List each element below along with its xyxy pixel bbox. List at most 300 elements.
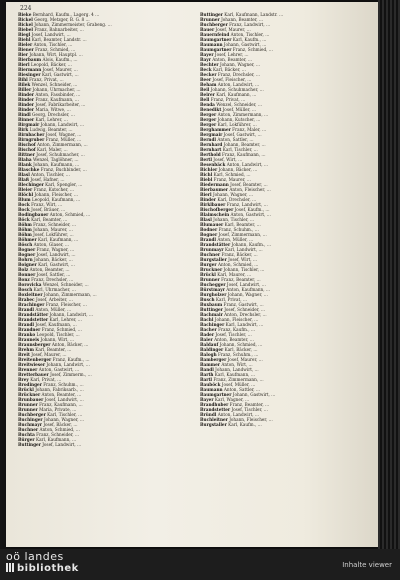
library-logo[interactable]	[6, 551, 79, 575]
entry-surname: Bogner	[200, 232, 218, 237]
entry-details: Franz, Schmied, …	[35, 47, 76, 52]
entry-details: Josef, Maurer, …	[31, 352, 67, 357]
entry-details: Anton, Zimmermann, …	[217, 112, 269, 117]
entry-details: Karl, Gastwirt, …	[41, 72, 79, 77]
entry-surname: Brenner	[18, 367, 38, 372]
entry-surname: Bierl	[200, 192, 212, 197]
entry-surname: Buttinger	[200, 307, 223, 312]
entry-surname: Brandl	[200, 237, 217, 242]
entry-surname: Böhm	[18, 227, 32, 232]
entry-details: Karl, Kaufm., …	[232, 37, 267, 42]
entry-details: Maria, Private, …	[39, 407, 77, 412]
entry-details: Franz, Maler, …	[232, 127, 267, 132]
entry-details: Anton, Schmied, …	[49, 212, 91, 217]
entry-details: Anton, Tischler, …	[230, 32, 270, 37]
entry-details: Johann, Landwirt, …	[215, 367, 259, 372]
entry-surname: Branko	[18, 332, 36, 337]
entry-surname: Buchinger	[18, 417, 43, 422]
entry-details: Franz, Landwirt, …	[229, 22, 271, 27]
entry-details: Josef, Schuhmacher, …	[36, 152, 85, 157]
entry-surname: Blank	[18, 162, 32, 167]
entry-details: Franz, Schneider, …	[36, 432, 80, 437]
entry-details: Anton, Gastwirt, …	[38, 367, 80, 372]
entry-details: Anton, Schmied, …	[39, 427, 80, 432]
entry-details: Johann, Gastwirt, …	[223, 42, 267, 47]
entry-details: Anton, Tischler, …	[33, 42, 73, 47]
entry-surname: Bell	[200, 97, 210, 102]
entry-details: Anton, Sattler, …	[217, 137, 254, 142]
entry-surname: Biermann	[18, 67, 42, 72]
entry-surname: Boigner	[18, 262, 37, 267]
entry-surname: Bründl	[200, 412, 217, 417]
entry-surname: Bechter	[200, 62, 219, 67]
entry-surname: Bleier	[18, 187, 33, 192]
entry-details: Johann, Zimmermeister, Grabeng. …	[34, 22, 112, 27]
entry-details: Leopold, Bäcker, …	[30, 62, 72, 67]
entry-details: Franz, Bäcker, …	[221, 252, 258, 257]
entry-surname: Baumgartner	[200, 47, 232, 52]
entry-surname: Breitwieser	[18, 362, 46, 367]
entry-surname: Birnbacher	[18, 132, 45, 137]
entry-details: Franz, Privat, …	[210, 97, 246, 102]
entry-details: Franz, Wagner, …	[36, 247, 75, 252]
entry-details: Anton, Landwirt, …	[217, 412, 260, 417]
entry-surname: Bichler	[200, 167, 218, 172]
entry-surname: Brandner	[18, 327, 41, 332]
entry-surname: Bayr	[200, 57, 211, 62]
entry-surname: Bierl	[18, 62, 30, 67]
entry-details: Josef, Bäcker, …	[43, 422, 78, 427]
entry-details: Anton, Beamter, …	[212, 57, 253, 62]
entry-surname: Baumgartner	[200, 37, 232, 42]
entry-surname: Burger	[200, 262, 217, 267]
entry-surname: Bader	[200, 332, 215, 337]
entry-surname: Bartl	[200, 377, 212, 382]
entry-details: Karl, Privat, …	[215, 297, 248, 302]
entry-surname: Bock	[18, 202, 30, 207]
entry-surname: Busch	[200, 297, 215, 302]
entry-surname: Baumann	[200, 387, 223, 392]
entry-surname: Brandhuber	[200, 402, 229, 407]
entry-details: Josef, Hafner, …	[30, 177, 65, 182]
entry-details: Bernhard, Kaufm., Lagerg. 4 …	[32, 12, 100, 17]
entry-surname: Burgstaller	[200, 422, 227, 427]
entry-surname: Bergmair	[200, 132, 223, 137]
entry-details: Karl, Maler, …	[37, 147, 68, 152]
entry-details: Johann, Wagner, …	[43, 417, 85, 422]
entry-surname: Benda	[200, 102, 215, 107]
entry-surname: Bürstmayr	[200, 287, 225, 292]
entry-details: Josef, Fabrikarbeiter, …	[35, 102, 86, 107]
entry-surname: Bürger	[18, 437, 35, 442]
entry-surname: Bickel	[18, 22, 33, 27]
entry-surname: Bierbaumer	[200, 187, 228, 192]
entry-surname: Birklbauer	[200, 202, 226, 207]
entry-surname: Brunner	[18, 407, 38, 412]
entry-surname: Buchmayr	[18, 422, 42, 427]
entry-details: Josef, Beamter, …	[230, 182, 268, 187]
entry-details: Karl, Tischler, …	[47, 412, 83, 417]
entry-details: Johann, Fleischer, …	[229, 417, 273, 422]
entry-details: Karl, Privat, …	[30, 377, 62, 382]
directory-entry	[200, 422, 378, 427]
entry-details: Karl, Kaufmann, …	[38, 237, 79, 242]
entry-details: Karl, Landwirt, …	[225, 322, 264, 327]
entry-surname: Brunmayr	[200, 247, 224, 252]
entry-surname: Burgstaller	[200, 257, 227, 262]
entry-surname: Brunner	[200, 277, 220, 282]
entry-surname: Bernhard	[200, 142, 223, 147]
entry-details: Anton, Wirt, …	[221, 362, 253, 367]
entry-surname: Blaha	[18, 157, 32, 162]
logo-text-line2: bibliothek	[17, 563, 79, 574]
entry-surname: Bauernfeind	[200, 32, 230, 37]
entry-details: Karl, Bäcker, …	[213, 67, 246, 72]
entry-details: Josef, Lehrer, …	[214, 52, 249, 57]
entry-details: Karl, Gastwirt, …	[38, 262, 75, 267]
entry-details: Josef, Kaufmann, …	[35, 322, 77, 327]
entry-surname: Biebel	[18, 27, 33, 32]
entry-surname: Bauer	[200, 27, 215, 32]
entry-surname: Bittner	[18, 152, 35, 157]
entry-details: Johann, Wagner, …	[212, 192, 254, 197]
left-column	[18, 12, 194, 447]
entry-surname: Berndl	[200, 137, 216, 142]
entry-details: Anton, Zimmermann, …	[37, 142, 88, 147]
entry-details: Karl, Landwirt, …	[224, 247, 263, 252]
entry-details: Johann, Fleischer, …	[34, 192, 79, 197]
entry-surname: Brandstetter	[200, 407, 231, 412]
entry-surname: Bamberger	[200, 357, 227, 362]
entry-surname: Barth	[200, 372, 214, 377]
entry-details: Johann, Kaufmann, …	[33, 162, 80, 167]
entry-details: Franz, Privat, …	[29, 77, 64, 82]
entry-surname: Baumann	[200, 42, 223, 47]
entry-details: Karl, Kaufmann, …	[35, 437, 77, 442]
entry-surname: Burgholzer	[200, 292, 227, 297]
entry-details: Anton, Tischler, …	[31, 172, 70, 177]
entry-surname: Binder	[200, 197, 216, 202]
entry-details: Franz, Schmied, …	[232, 47, 273, 52]
entry-surname: Binder	[18, 92, 34, 97]
entry-details: Franz, Kaufmann, …	[39, 402, 83, 407]
entry-details: Anton, Landwirt, …	[226, 162, 269, 167]
entry-details: Anton, Beamter, …	[214, 337, 254, 342]
entry-surname: Bierbaum	[18, 57, 42, 62]
entry-surname: Biehl	[18, 37, 31, 42]
entry-surname: Brunbauer	[18, 397, 44, 402]
entry-surname: Baldauf	[200, 342, 219, 347]
entry-details: Ludwig, Beamter, …	[29, 127, 73, 132]
entry-details: Franz, Kaufmann, …	[35, 97, 79, 102]
entry-surname: Bretterbauer	[18, 372, 49, 377]
page-number: 224	[20, 5, 32, 12]
entry-surname: Böhm	[18, 222, 32, 227]
viewer-link[interactable]: Inhalte viewer	[342, 561, 392, 569]
entry-surname: Biegl	[18, 32, 31, 37]
entry-surname: Binder	[18, 102, 34, 107]
entry-details: Franz, Maurer, …	[213, 177, 251, 182]
entry-surname: Borovicka	[18, 282, 42, 287]
entry-surname: Bindl	[18, 112, 31, 117]
entry-details: Josef, Arbeiter, …	[35, 297, 73, 302]
entry-details: Johann, Fabriksarb., …	[35, 387, 84, 392]
entry-details: Franz, Gastwirt, …	[223, 302, 264, 307]
entry-surname: Bertl	[200, 157, 212, 162]
entry-surname: Brandl	[18, 322, 35, 327]
entry-details: Wenzel, Schneider, …	[42, 282, 89, 287]
entry-details: Johann, Wirt, Hauptpl. …	[29, 52, 83, 57]
entry-details: Josef, Landwirt, …	[44, 397, 84, 402]
entry-details: Franz, Beamter, …	[221, 277, 261, 282]
entry-details: Karl, Lehrer, …	[49, 317, 82, 322]
entry-surname: Biesinger	[18, 72, 41, 77]
entry-details: Wenzel, Schneider, …	[31, 82, 78, 87]
entry-surname: Brandstätter	[200, 242, 231, 247]
entry-surname: Bandl	[200, 367, 214, 372]
entry-details: Johann, Landwirt, …	[49, 312, 94, 317]
entry-details: Anton, Glaser, …	[33, 242, 70, 247]
entry-details: Anton, Sattler, …	[223, 387, 261, 392]
entry-details: Franz, Landwirt, …	[226, 202, 268, 207]
entry-surname: Bischofberger	[200, 207, 234, 212]
entry-details: Franz, Bahnarbeiter, …	[34, 27, 84, 32]
entry-surname: Becker	[200, 72, 217, 77]
entry-details: Franz, Schmied, …	[41, 327, 82, 332]
entry-surname: Buchberger	[18, 412, 46, 417]
entry-surname: Bihl	[18, 77, 28, 82]
entry-details: Karl, Drechsler, …	[217, 197, 257, 202]
entry-details: Josef, Tischler, …	[231, 407, 268, 412]
entry-details: Franz, Kutscher, …	[33, 187, 75, 192]
entry-surname: Birgmair	[18, 122, 40, 127]
entry-surname: Bohrn	[18, 257, 33, 262]
entry-details: Anton, Beamter, …	[41, 392, 82, 397]
entry-surname: Breitenberger	[18, 357, 52, 362]
entry-surname: Bruckner	[200, 267, 223, 272]
entry-surname: Bonz	[18, 277, 30, 282]
logo-text-line1: oö landes	[6, 550, 64, 563]
entry-details: Josef, Maurer, …	[215, 27, 251, 32]
entry-surname: Berger	[200, 122, 217, 127]
entry-surname: Blumauer	[200, 222, 224, 227]
entry-details: Josef, Wagner, …	[45, 132, 82, 137]
entry-details: Josef, Landwirt, …	[42, 442, 82, 447]
entry-surname: Binder	[18, 107, 34, 112]
entry-surname: Blechinger	[18, 182, 44, 187]
entry-details: Josef, Schneider, …	[224, 307, 266, 312]
entry-surname: Beer	[200, 77, 212, 82]
entry-surname: Blaimschein	[200, 212, 230, 217]
entry-details: Franz, Drechsler, …	[217, 72, 261, 77]
entry-surname: Beck	[200, 67, 212, 72]
entry-details: Franz, Zimmermann, …	[213, 377, 264, 382]
entry-surname: Brunner	[18, 402, 38, 407]
entry-surname: Brandstätter	[18, 312, 49, 317]
entry-surname: Buttinger	[18, 442, 41, 447]
entry-surname: Binner	[18, 117, 35, 122]
book-edge	[378, 0, 400, 549]
entry-surname: Bachl	[200, 317, 214, 322]
entry-details: Johann, Kutscher, …	[217, 117, 261, 122]
entry-details: Anton, Fleischer, …	[229, 187, 271, 192]
entry-details: Franz, Müller, …	[45, 137, 82, 142]
entry-details: Anton, Müller, …	[35, 307, 72, 312]
entry-surname: Berger	[200, 112, 217, 117]
entry-details: Josef, Sattler, …	[36, 272, 71, 277]
entry-details: Johann, Gastwirt, …	[232, 392, 276, 397]
entry-surname: Braunsberger	[18, 342, 51, 347]
entry-details: Johann, Schmied, …	[219, 342, 263, 347]
entry-surname: Beham	[200, 82, 217, 87]
entry-surname: Berthold	[200, 152, 221, 157]
entry-details: Karl, Beamter, …	[31, 217, 68, 222]
entry-surname: Blaß	[18, 177, 30, 182]
entry-surname: Buchegger	[200, 282, 226, 287]
entry-details: Josef, Kaufm., …	[234, 207, 270, 212]
entry-surname: Buchleitner	[200, 417, 228, 422]
entry-details: Josef, Tischler, …	[215, 332, 252, 337]
entry-surname: Beil	[200, 87, 210, 92]
entry-surname: Bieler	[18, 42, 33, 47]
entry-details: Karl, Schmied, …	[213, 172, 251, 177]
entry-details: Karl, Kaufmann, …	[214, 372, 256, 377]
entry-details: Franz, Wirt, …	[31, 202, 63, 207]
entry-details: Johann, Kaufm., …	[231, 242, 272, 247]
right-column	[200, 12, 378, 427]
entry-details: Johann, Beamter, …	[223, 142, 266, 147]
entry-surname: Beirer	[200, 92, 215, 97]
entry-details: Leopold, Kaufmann, …	[31, 197, 81, 202]
entry-details: Franz, Schuhm., …	[43, 382, 84, 387]
entry-surname: Bauböck	[200, 382, 221, 387]
entry-surname: Bilek	[18, 82, 31, 87]
entry-details: Franz, Buchbinder, …	[40, 167, 87, 172]
entry-details: Johann, Wirt, …	[40, 337, 75, 342]
entry-surname: Brückl	[18, 387, 34, 392]
entry-surname: Buchner	[200, 252, 221, 257]
entry-surname: Bayer	[200, 397, 214, 402]
entry-details: Franz, Schneider, …	[33, 222, 77, 227]
entry-surname: Balogh	[200, 352, 217, 357]
entry-details: Anton, Fassbinder, …	[35, 92, 81, 97]
entry-surname: Buchner	[18, 427, 39, 432]
entry-surname: Bieke	[18, 12, 32, 17]
entry-details: Karl, Beamter, …	[224, 222, 261, 227]
entry-details: Josef, Müller, …	[222, 107, 257, 112]
entry-details: Josef, Landwirt, …	[36, 252, 76, 257]
entry-surname: Brachinger	[18, 302, 45, 307]
entry-surname: Breit	[18, 352, 30, 357]
entry-details: Karl, Spengler, …	[45, 182, 83, 187]
entry-surname: Blum	[18, 197, 31, 202]
entry-surname: Bösch	[18, 242, 33, 247]
entry-details: Johann, Uhrmacher, …	[32, 87, 81, 92]
entry-details: Karl, Lehrer, …	[35, 117, 68, 122]
entry-details: Anton, Drechsler, …	[224, 312, 267, 317]
entry-details: Franz, Beamter, …	[229, 402, 270, 407]
entry-details: Johann, Schuhmacher, …	[210, 87, 264, 92]
entry-surname: Biedermann	[200, 182, 229, 187]
entry-details: Josef, Fleischer, …	[212, 77, 252, 82]
entry-details: Anton, Landwirt, …	[217, 82, 260, 87]
entry-details: Georg, Metzger, B. G. 8 …	[34, 17, 90, 22]
entry-surname: Bacher	[200, 327, 217, 332]
entry-surname: Brandstetter	[18, 317, 49, 322]
entry-surname: Bogner	[18, 247, 36, 252]
entry-surname: Brehm	[18, 347, 34, 352]
entry-surname: Brunner	[200, 17, 220, 22]
entry-details: Karl, Bäcker, …	[224, 347, 258, 352]
entry-details: Anton, Schmied, …	[217, 262, 259, 267]
entry-details: Johann, Maurer, …	[33, 227, 73, 232]
entry-details: Karl, Maurer, …	[217, 272, 252, 277]
entry-details: Leopold, Tischler, …	[36, 332, 80, 337]
entry-surname: Brückl	[200, 272, 216, 277]
entry-details: Josef, Zimmerm., …	[50, 372, 92, 377]
entry-surname: Biller	[18, 87, 32, 92]
entry-surname: Buchberger	[200, 22, 228, 27]
entry-details: Johann, Zimmermann, …	[43, 292, 97, 297]
entry-surname: Böhm	[18, 232, 32, 237]
entry-surname: Birngruber	[18, 137, 45, 142]
entry-surname: Biebl	[200, 177, 213, 182]
entry-surname: Bachinger	[200, 322, 225, 327]
entry-details: Wenzel, Taglöhner, …	[32, 157, 79, 162]
entry-surname: Bogner	[18, 252, 36, 257]
entry-details: Johann, Bäcker, …	[218, 167, 258, 172]
entry-surname: Brodinger	[18, 382, 42, 387]
entry-details: Josef, Lokführer, …	[33, 232, 74, 237]
entry-surname: Benedikt	[200, 107, 222, 112]
entry-surname: Brückner	[18, 392, 41, 397]
entry-details: Franz, Kaufm., …	[52, 357, 90, 362]
entry-surname: Brandl	[18, 307, 35, 312]
entry-surname: Bammer	[200, 362, 220, 367]
entry-surname: Bodner	[200, 227, 218, 232]
entry-surname: Bischof	[18, 147, 36, 152]
entry-details: Karl, Wagner, …	[214, 397, 250, 402]
entry-details: Josef, Landwirt, …	[226, 282, 266, 287]
entry-surname: Blasl	[200, 217, 212, 222]
entry-surname: Binder	[18, 97, 34, 102]
entry-details: Franz, Schuhm., …	[218, 227, 259, 232]
entry-details: Wenzel, Schneider, …	[216, 102, 263, 107]
entry-details: Josef, Landwirt, …	[31, 32, 71, 37]
entry-surname: Böck	[18, 217, 30, 222]
entry-details: Alois, Kaufm., …	[42, 57, 78, 62]
entry-surname: Buchta	[18, 432, 35, 437]
entry-surname: Baldinger	[200, 347, 224, 352]
entry-surname: Biener	[18, 47, 34, 52]
entry-surname: Brey	[18, 377, 29, 382]
entry-surname: Berghammer	[200, 127, 231, 132]
barcode-icon	[6, 563, 14, 572]
entry-details: Johann, Tischler, …	[223, 267, 265, 272]
entry-details: Josef, Maurer, …	[42, 67, 78, 72]
entry-surname: Baumgartner	[200, 392, 232, 397]
entry-details: Franz, Fleischer, …	[45, 302, 87, 307]
entry-details: Karl, Uhrmacher, …	[33, 287, 76, 292]
entry-details: Anton, Bäcker, …	[51, 342, 89, 347]
entry-surname: Bachmair	[200, 312, 223, 317]
entry-surname: Birk	[18, 127, 29, 132]
entry-details: Johann, Fleischer, …	[214, 317, 259, 322]
entry-details: Karl, Beamter, …	[35, 347, 72, 352]
directory-page	[6, 2, 378, 547]
entry-details: Franz, Kaufmann, …	[222, 152, 266, 157]
entry-surname: Bichl	[200, 172, 213, 177]
